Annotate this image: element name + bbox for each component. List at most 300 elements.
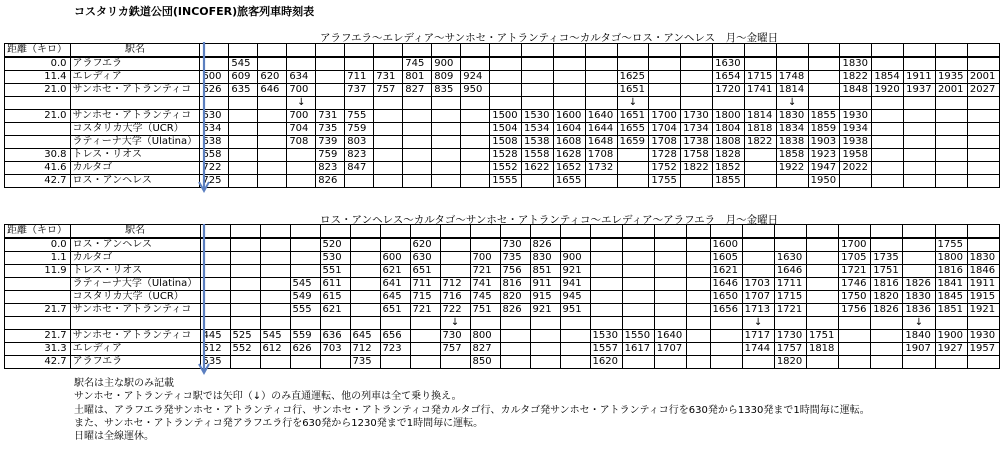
time-cell: [500, 343, 530, 356]
down-arrow-icon: [198, 42, 210, 198]
time-cell: [903, 252, 935, 265]
time-cell: [806, 291, 838, 304]
distance-cell: 21.7: [5, 304, 71, 317]
distance-cell: [5, 97, 71, 110]
time-cell: [774, 317, 806, 330]
time-cell: [742, 238, 774, 252]
time-cell: [744, 57, 776, 71]
time-cell: 827: [403, 84, 432, 97]
time-cell: 704: [287, 123, 316, 136]
time-cell: 1730: [681, 110, 713, 123]
time-cell: [967, 356, 999, 369]
station-name: ラティーナ大学（Ulatina）: [70, 278, 200, 291]
time-cell: 1600: [553, 110, 585, 123]
time-cell: [350, 238, 380, 252]
time-cell: [904, 162, 936, 175]
station-name: トレス・リオス: [70, 265, 200, 278]
time-cell: 656: [380, 330, 410, 343]
time-cell: [686, 252, 710, 265]
time-cell: 847: [345, 162, 374, 175]
time-cell: [649, 57, 681, 71]
time-cell: 630: [200, 110, 229, 123]
distance-cell: [5, 278, 71, 291]
time-cell: 651: [380, 304, 410, 317]
distance-cell: 0.0: [5, 57, 71, 71]
time-cell: 445: [200, 330, 230, 343]
through-arrow-row: [5, 317, 1000, 330]
time-cell: 1903: [808, 136, 840, 149]
time-cell: [530, 356, 560, 369]
time-cell: [350, 317, 380, 330]
train-header-cell: [290, 225, 320, 239]
train-header-cell: [410, 225, 440, 239]
train-header-cell: [350, 225, 380, 239]
note-line: 日曜は全線運休。: [74, 431, 154, 443]
station-name: コスタリカ大学（UCR）: [70, 291, 200, 304]
time-cell: 1922: [776, 162, 808, 175]
time-cell: 1947: [808, 162, 840, 175]
time-cell: [258, 175, 287, 188]
time-cell: [686, 291, 710, 304]
time-cell: [936, 149, 968, 162]
time-cell: [230, 238, 260, 252]
time-cell: [461, 149, 490, 162]
train-header-cell: [622, 225, 654, 239]
time-cell: [258, 57, 287, 71]
time-cell: 1830: [776, 110, 808, 123]
time-cell: [350, 304, 380, 317]
time-cell: [872, 175, 904, 188]
time-cell: 1840: [903, 330, 935, 343]
time-cell: [681, 97, 713, 110]
station-row: [5, 84, 1000, 97]
distance-cell: 21.0: [5, 110, 71, 123]
time-cell: 535: [200, 356, 230, 369]
time-cell: [967, 57, 999, 71]
time-cell: 735: [316, 123, 345, 136]
time-cell: ↓: [617, 97, 649, 110]
time-cell: [936, 175, 968, 188]
time-cell: [258, 123, 287, 136]
time-cell: 1927: [935, 343, 967, 356]
time-cell: 1713: [742, 304, 774, 317]
time-cell: [710, 356, 742, 369]
train-header-cell: [776, 44, 808, 58]
train-header-cell: [808, 44, 840, 58]
time-cell: [258, 149, 287, 162]
time-cell: 1704: [649, 123, 681, 136]
time-cell: [260, 304, 290, 317]
train-header-cell: [230, 225, 260, 239]
time-cell: 1550: [622, 330, 654, 343]
train-header-cell: [260, 225, 290, 239]
time-cell: 1648: [585, 136, 617, 149]
time-cell: 1938: [840, 136, 872, 149]
time-cell: [967, 123, 999, 136]
time-cell: [967, 110, 999, 123]
time-cell: [871, 330, 903, 343]
time-cell: [806, 265, 838, 278]
train-header-cell: [461, 44, 490, 58]
time-cell: [681, 57, 713, 71]
time-cell: 712: [440, 278, 470, 291]
station-row: [5, 252, 1000, 265]
time-cell: 1836: [903, 304, 935, 317]
time-cell: [839, 343, 871, 356]
time-cell: 721: [470, 265, 500, 278]
time-cell: 1717: [742, 330, 774, 343]
time-cell: 735: [350, 356, 380, 369]
time-cell: 1830: [967, 252, 999, 265]
time-cell: 1826: [871, 304, 903, 317]
time-cell: 1855: [808, 110, 840, 123]
time-cell: [440, 356, 470, 369]
distance-cell: 31.3: [5, 343, 71, 356]
time-cell: [686, 265, 710, 278]
time-cell: 851: [530, 265, 560, 278]
time-cell: [654, 265, 686, 278]
time-cell: [230, 291, 260, 304]
time-cell: 700: [470, 252, 500, 265]
time-cell: [742, 265, 774, 278]
time-cell: 759: [345, 123, 374, 136]
train-header-cell: [530, 225, 560, 239]
time-cell: 737: [345, 84, 374, 97]
station-name: [70, 97, 200, 110]
time-cell: [622, 252, 654, 265]
time-cell: [622, 291, 654, 304]
time-cell: [230, 356, 260, 369]
time-cell: 549: [290, 291, 320, 304]
time-cell: [350, 252, 380, 265]
time-cell: 1757: [774, 343, 806, 356]
time-cell: 1741: [744, 84, 776, 97]
time-cell: [461, 110, 490, 123]
time-cell: 1921: [967, 304, 999, 317]
time-cell: 826: [530, 238, 560, 252]
time-cell: [936, 57, 968, 71]
time-cell: 921: [530, 304, 560, 317]
time-cell: [470, 238, 500, 252]
time-cell: [500, 356, 530, 369]
time-cell: 1814: [776, 84, 808, 97]
time-cell: [260, 278, 290, 291]
time-cell: [744, 97, 776, 110]
time-cell: [530, 317, 560, 330]
time-cell: 1730: [774, 330, 806, 343]
time-cell: 1804: [713, 123, 745, 136]
time-cell: 1504: [490, 123, 522, 136]
train-header-cell: [470, 225, 500, 239]
route-title-outbound: アラフエラ～エレディア～サンホセ・アトランティコ～カルタゴ～ロス・アンヘレス 月～金曜日: [320, 32, 779, 44]
time-cell: [936, 110, 968, 123]
note-line: サンホセ・アトランティコ駅では矢印（↓）のみ直通運転、他の列車は全て乗り換え。: [74, 391, 462, 403]
time-cell: [345, 57, 374, 71]
time-cell: 1841: [935, 278, 967, 291]
time-cell: [967, 175, 999, 188]
time-cell: [904, 175, 936, 188]
time-cell: [374, 175, 403, 188]
time-cell: [585, 84, 617, 97]
header-row: [5, 225, 1000, 239]
time-cell: 1822: [744, 136, 776, 149]
time-cell: [461, 175, 490, 188]
train-header-cell: [590, 225, 622, 239]
time-cell: 638: [200, 136, 229, 149]
time-cell: [290, 356, 320, 369]
distance-header: 距離（キロ）: [5, 225, 71, 239]
time-cell: 1528: [490, 149, 522, 162]
distance-cell: [5, 317, 71, 330]
time-cell: [967, 149, 999, 162]
time-cell: 826: [316, 175, 345, 188]
train-header-cell: [380, 225, 410, 239]
time-cell: [287, 162, 316, 175]
time-cell: 1707: [654, 343, 686, 356]
station-name: サンホセ・アトランティコ: [70, 84, 200, 97]
train-header-cell: [967, 44, 999, 58]
time-cell: [903, 265, 935, 278]
distance-cell: 0.0: [5, 238, 71, 252]
time-cell: 1617: [622, 343, 654, 356]
time-cell: [590, 317, 622, 330]
time-cell: 1530: [522, 110, 554, 123]
time-cell: 1911: [967, 278, 999, 291]
time-cell: 658: [200, 149, 229, 162]
time-cell: [260, 317, 290, 330]
time-cell: 634: [200, 123, 229, 136]
time-cell: 900: [560, 252, 590, 265]
train-header-cell: [585, 44, 617, 58]
time-cell: 1650: [710, 291, 742, 304]
time-cell: [432, 136, 461, 149]
time-cell: 757: [374, 84, 403, 97]
time-cell: [230, 304, 260, 317]
time-cell: [553, 57, 585, 71]
train-header-cell: [742, 225, 774, 239]
time-cell: 1816: [871, 278, 903, 291]
time-cell: [590, 278, 622, 291]
station-name: サンホセ・アトランティコ: [70, 330, 200, 343]
time-cell: 1855: [713, 175, 745, 188]
train-header-cell: [345, 44, 374, 58]
time-cell: [440, 238, 470, 252]
time-cell: [654, 252, 686, 265]
time-cell: 950: [461, 84, 490, 97]
train-header-cell: [403, 44, 432, 58]
time-cell: 924: [461, 71, 490, 84]
distance-cell: 41.6: [5, 162, 71, 175]
time-cell: [410, 356, 440, 369]
train-header-cell: [871, 225, 903, 239]
time-cell: [461, 123, 490, 136]
time-cell: [258, 110, 287, 123]
train-header-cell: [774, 225, 806, 239]
time-cell: 1930: [967, 330, 999, 343]
time-cell: [872, 162, 904, 175]
time-cell: [839, 330, 871, 343]
time-cell: [320, 356, 350, 369]
distance-cell: 1.1: [5, 252, 71, 265]
time-cell: [936, 123, 968, 136]
time-cell: 545: [229, 57, 258, 71]
note-line: 土曜は、アラフエラ発サンホセ・アトランティコ行、サンホセ・アトランティコ発カルタゴ行、カルタゴ発サンホセ・アトランティコ行を630発から1330発まで1時間毎に運転。: [74, 404, 870, 416]
time-cell: 651: [410, 265, 440, 278]
time-cell: [654, 291, 686, 304]
time-cell: [230, 252, 260, 265]
through-arrow-row: [5, 97, 1000, 110]
time-cell: [744, 162, 776, 175]
time-cell: 1708: [649, 136, 681, 149]
station-header: 駅名: [70, 44, 200, 58]
time-cell: [260, 291, 290, 304]
time-cell: 721: [410, 304, 440, 317]
time-cell: 703: [320, 343, 350, 356]
time-cell: [290, 317, 320, 330]
train-header-cell: [287, 44, 316, 58]
time-cell: 731: [374, 71, 403, 84]
station-name: ラティーナ大学（Ulatina）: [70, 136, 200, 149]
time-cell: 751: [470, 304, 500, 317]
time-cell: 1808: [713, 136, 745, 149]
train-header-cell: [713, 44, 745, 58]
time-cell: 1755: [935, 238, 967, 252]
time-cell: [374, 149, 403, 162]
station-row: [5, 162, 1000, 175]
time-cell: [345, 97, 374, 110]
time-cell: 1608: [553, 136, 585, 149]
train-header-cell: [686, 225, 710, 239]
time-cell: [290, 238, 320, 252]
time-cell: [374, 110, 403, 123]
time-cell: 634: [287, 71, 316, 84]
time-cell: ↓: [776, 97, 808, 110]
time-cell: [522, 71, 554, 84]
station-row: [5, 136, 1000, 149]
time-cell: ↓: [287, 97, 316, 110]
time-cell: 711: [345, 71, 374, 84]
train-header-cell: [903, 225, 935, 239]
time-cell: 1621: [710, 265, 742, 278]
time-cell: [622, 304, 654, 317]
time-cell: [553, 71, 585, 84]
time-cell: [530, 330, 560, 343]
train-header-cell: [440, 225, 470, 239]
time-cell: [350, 278, 380, 291]
time-cell: [710, 317, 742, 330]
station-name: エレディア: [70, 343, 200, 356]
time-cell: [686, 317, 710, 330]
timetable-outbound: [4, 43, 1000, 188]
time-cell: [260, 252, 290, 265]
train-header-cell: [710, 225, 742, 239]
time-cell: 1646: [710, 278, 742, 291]
time-cell: 1640: [654, 330, 686, 343]
time-cell: [681, 71, 713, 84]
time-cell: [967, 136, 999, 149]
time-cell: 620: [258, 71, 287, 84]
train-header-cell: [258, 44, 287, 58]
time-cell: 1640: [585, 110, 617, 123]
time-cell: [710, 343, 742, 356]
distance-cell: 21.0: [5, 84, 71, 97]
time-cell: 1558: [522, 149, 554, 162]
time-cell: 850: [470, 356, 500, 369]
train-header-cell: [872, 44, 904, 58]
time-cell: 545: [290, 278, 320, 291]
time-cell: [522, 84, 554, 97]
time-cell: [374, 136, 403, 149]
time-cell: 1755: [649, 175, 681, 188]
time-cell: [403, 136, 432, 149]
station-name: エレディア: [70, 71, 200, 84]
time-cell: 621: [380, 265, 410, 278]
time-cell: [710, 330, 742, 343]
time-cell: 1538: [522, 136, 554, 149]
time-cell: 615: [320, 291, 350, 304]
time-cell: [230, 317, 260, 330]
time-cell: [774, 238, 806, 252]
time-cell: 731: [316, 110, 345, 123]
time-cell: 823: [345, 149, 374, 162]
time-cell: 1930: [840, 110, 872, 123]
time-cell: 1728: [649, 149, 681, 162]
time-cell: 1656: [710, 304, 742, 317]
time-cell: 945: [560, 291, 590, 304]
time-cell: 545: [260, 330, 290, 343]
time-cell: [904, 57, 936, 71]
station-name: カルタゴ: [70, 162, 200, 175]
time-cell: [432, 162, 461, 175]
time-cell: 1820: [774, 356, 806, 369]
time-cell: [808, 84, 840, 97]
train-header-cell: [553, 44, 585, 58]
time-cell: [522, 97, 554, 110]
header-row: [5, 44, 1000, 58]
time-cell: [904, 123, 936, 136]
train-header-cell: [229, 44, 258, 58]
time-cell: [590, 252, 622, 265]
time-cell: 1834: [776, 123, 808, 136]
train-header-cell: [374, 44, 403, 58]
time-cell: 741: [470, 278, 500, 291]
time-cell: [345, 175, 374, 188]
station-name: [70, 317, 200, 330]
time-cell: 1732: [585, 162, 617, 175]
time-cell: 1655: [553, 175, 585, 188]
time-cell: [530, 343, 560, 356]
time-cell: [230, 278, 260, 291]
train-header-cell: [617, 44, 649, 58]
time-cell: 1859: [808, 123, 840, 136]
time-cell: 512: [200, 343, 230, 356]
time-cell: 1800: [935, 252, 967, 265]
note-line: また、サンホセ・アトランティコ発アラフエラ行を630発から1230発まで1時間毎に運転。: [74, 417, 484, 429]
distance-cell: [5, 136, 71, 149]
time-cell: [871, 343, 903, 356]
time-cell: 621: [320, 304, 350, 317]
time-cell: [560, 356, 590, 369]
time-cell: 801: [403, 71, 432, 84]
train-header-cell: [320, 225, 350, 239]
time-cell: [461, 57, 490, 71]
time-cell: [229, 175, 258, 188]
distance-cell: 30.8: [5, 149, 71, 162]
time-cell: 1826: [903, 278, 935, 291]
time-cell: 911: [530, 278, 560, 291]
time-cell: [654, 304, 686, 317]
time-cell: [590, 265, 622, 278]
